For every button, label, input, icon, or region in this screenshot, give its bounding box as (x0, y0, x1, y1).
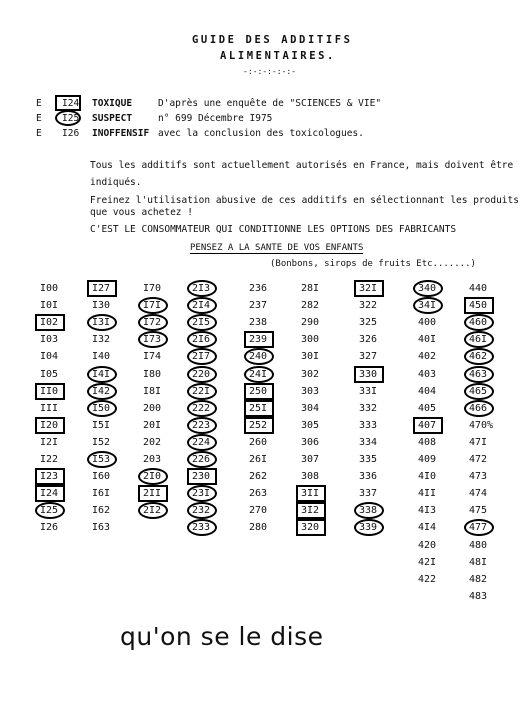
additive-code: 400 (418, 317, 437, 329)
toxic-box-marker (296, 502, 326, 519)
additive-code: 334 (359, 436, 378, 448)
suspect-oval-marker (354, 519, 384, 536)
additive-code: 2I2 (143, 505, 162, 517)
additive-code: I4I (92, 368, 111, 380)
additive-code: 336 (359, 471, 378, 483)
additive-code: 230 (192, 471, 211, 483)
legend-label: TOXIQUE (92, 98, 133, 109)
additive-code: 330 (359, 368, 378, 380)
additive-code: 450 (469, 300, 488, 312)
additive-code: 238 (249, 317, 268, 329)
additive-code: 22I (192, 385, 211, 397)
additive-code: I53 (92, 454, 111, 465)
additive-code: I70 (143, 283, 162, 294)
suspect-oval-marker (244, 348, 274, 365)
additive-code: 232 (192, 505, 211, 517)
toxic-box-marker (87, 280, 117, 297)
suspect-oval-marker (187, 383, 217, 400)
suspect-oval-marker (87, 314, 117, 331)
additive-code: 303 (301, 385, 320, 397)
legend-prefix: E (36, 98, 42, 109)
suspect-oval-marker (87, 366, 117, 383)
additive-code: 465 (469, 385, 488, 397)
additive-code: 337 (359, 488, 378, 500)
additive-code: 302 (301, 368, 320, 380)
suspect-oval-marker (87, 383, 117, 400)
additive-code: 2I4 (192, 300, 211, 312)
subheadline-children: PENSEZ A LA SANTE DE VOS ENFANTS (190, 243, 364, 253)
additive-code: 440 (469, 283, 488, 294)
additive-code: 222 (192, 402, 211, 414)
toxic-box-marker (35, 383, 65, 400)
suspect-oval-marker (187, 314, 217, 331)
suspect-oval-marker (35, 502, 65, 519)
additive-code: I6I (92, 488, 111, 500)
additive-code: 422 (418, 573, 437, 585)
legend-label: SUSPECT (92, 113, 133, 124)
toxic-box-marker (138, 485, 168, 502)
additive-code: I80 (143, 368, 162, 380)
additive-code: 475 (469, 505, 488, 517)
toxic-box-marker (187, 468, 217, 485)
additive-code: 2I5 (192, 317, 211, 329)
additive-code: 260 (249, 436, 268, 448)
additive-code: 48I (469, 556, 488, 568)
additive-code: I23 (40, 471, 59, 483)
additive-code: 472 (469, 454, 488, 465)
additive-code: 307 (301, 454, 320, 465)
additive-code: 252 (249, 419, 268, 431)
suspect-oval-marker (244, 366, 274, 383)
additive-code: I26 (40, 522, 59, 534)
suspect-oval-marker (187, 502, 217, 519)
suspect-oval-marker (187, 348, 217, 365)
additive-code: I02 (40, 317, 59, 329)
additive-code: I24 (40, 488, 59, 500)
additive-code: 332 (359, 402, 378, 414)
additive-code: I30 (92, 300, 111, 312)
additive-code: 402 (418, 351, 437, 363)
additive-code: III (40, 402, 59, 414)
toxic-box-marker (35, 417, 65, 434)
toxic-box-marker (244, 383, 274, 400)
additive-code: 220 (192, 368, 211, 380)
additive-code: 2I6 (192, 334, 211, 346)
additive-code: 405 (418, 402, 437, 414)
additive-code: 322 (359, 300, 378, 312)
additive-code: 325 (359, 317, 378, 329)
suspect-oval-marker (354, 502, 384, 519)
legend-note: D'après une enquête de "SCIENCES & VIE" (158, 98, 382, 109)
additive-code: I50 (92, 402, 111, 414)
toxic-box-marker (464, 297, 494, 314)
toxic-box-marker (244, 400, 274, 417)
additive-code: 2II (143, 488, 162, 500)
suspect-oval-marker (464, 383, 494, 400)
suspect-oval-marker (87, 451, 117, 468)
slogan: qu'on se le dise (120, 622, 324, 651)
additive-code: 223 (192, 419, 211, 431)
additive-code: 42I (418, 556, 437, 568)
paragraph-2-line2: que vous achetez ! (90, 207, 193, 218)
additive-code: 202 (143, 436, 162, 448)
additive-code: 4I4 (418, 522, 437, 534)
additive-code: 26I (249, 454, 268, 465)
additive-code: 320 (301, 522, 320, 534)
additive-code: 20I (143, 419, 162, 431)
toxic-box-marker (296, 485, 326, 502)
toxic-box-marker (413, 417, 443, 434)
additive-code: 25I (249, 402, 268, 414)
toxic-box-marker (35, 485, 65, 502)
additive-code: 282 (301, 300, 320, 312)
additive-code: 340 (418, 283, 437, 294)
additive-code: 46I (469, 334, 488, 346)
additive-code: 4I3 (418, 505, 437, 517)
additive-code: 263 (249, 488, 268, 500)
additive-code: I62 (92, 505, 111, 517)
additive-code: I04 (40, 351, 59, 363)
toxic-box-marker (244, 331, 274, 348)
additive-code: 4I0 (418, 471, 437, 483)
additive-code: 335 (359, 454, 378, 465)
legend-code: I25 (62, 113, 80, 124)
suspect-oval-marker (464, 366, 494, 383)
suspect-oval-marker (87, 400, 117, 417)
additive-code: I32 (92, 334, 111, 346)
additive-code: I03 (40, 334, 59, 346)
suspect-oval-marker (138, 502, 168, 519)
suspect-oval-marker (464, 331, 494, 348)
additive-code: 3I2 (301, 505, 320, 517)
additive-code: 473 (469, 471, 488, 483)
additive-code: 4II (418, 488, 437, 500)
additive-code: I8I (143, 385, 162, 397)
additive-code: 477 (469, 522, 488, 534)
additive-code: 3II (301, 488, 320, 500)
additive-code: 466 (469, 402, 488, 414)
suspect-oval-marker (187, 451, 217, 468)
suspect-oval-marker (187, 417, 217, 434)
additive-code: 327 (359, 351, 378, 363)
suspect-oval-marker (187, 297, 217, 314)
additive-code: 462 (469, 351, 488, 363)
doc-title-line1: GUIDE DES ADDITIFS (192, 34, 353, 46)
suspect-oval-marker (464, 348, 494, 365)
suspect-oval-marker (187, 485, 217, 502)
additive-code: 40I (418, 334, 437, 346)
additive-code: 250 (249, 385, 268, 397)
additive-code: 47I (469, 436, 488, 448)
additive-code: 300 (301, 334, 320, 346)
suspect-oval-marker (138, 297, 168, 314)
additive-code: 280 (249, 522, 268, 534)
suspect-oval-marker (187, 434, 217, 451)
additive-code: I25 (40, 505, 59, 517)
additive-code: I2I (40, 436, 59, 448)
doc-title-line2: ALIMENTAIRES. (220, 50, 336, 62)
additive-code: 339 (359, 522, 378, 534)
toxic-box-marker (354, 280, 384, 297)
additive-code: 24I (249, 368, 268, 380)
additive-code: 409 (418, 454, 437, 465)
additive-code: I74 (143, 351, 162, 363)
additive-code: 33I (359, 385, 378, 397)
suspect-oval-marker (413, 297, 443, 314)
additive-code: I27 (92, 283, 111, 294)
additive-code: I20 (40, 419, 59, 431)
additive-code: 333 (359, 419, 378, 431)
suspect-oval-marker (55, 110, 81, 126)
additive-code: 28I (301, 283, 320, 294)
additive-code: 262 (249, 471, 268, 483)
additive-code: 407 (418, 419, 437, 431)
additive-code: 483 (469, 590, 488, 602)
additive-code: 306 (301, 436, 320, 448)
legend-prefix: E (36, 128, 42, 139)
additive-code: 338 (359, 505, 378, 517)
additive-code: I7I (143, 300, 162, 312)
suspect-oval-marker (187, 280, 217, 297)
toxic-box-marker (35, 468, 65, 485)
additive-code: I72 (143, 317, 162, 329)
additive-code: 233 (192, 522, 211, 534)
suspect-oval-marker (138, 331, 168, 348)
additive-code: 30I (301, 351, 320, 363)
additive-code: 236 (249, 283, 268, 294)
additive-code: I73 (143, 334, 162, 346)
additive-code: 200 (143, 402, 162, 414)
legend-note: avec la conclusion des toxicologues. (158, 128, 364, 139)
legend-code: I24 (62, 98, 80, 109)
additive-code: 240 (249, 351, 268, 363)
additive-code: 2I7 (192, 351, 211, 363)
additive-code: I40 (92, 351, 111, 363)
additive-code: I05 (40, 368, 59, 380)
suspect-oval-marker (187, 400, 217, 417)
additive-code: 203 (143, 454, 162, 465)
additive-code: 463 (469, 368, 488, 380)
toxic-box-marker (35, 314, 65, 331)
additive-code: 403 (418, 368, 437, 380)
toxic-box-marker (55, 95, 81, 111)
additive-code: 2I3 (192, 283, 211, 294)
additive-code: I63 (92, 522, 111, 534)
headline: C'EST LE CONSOMMATEUR QUI CONDITIONNE LES OPTIONS DES FABRICANTS (90, 224, 457, 235)
additive-code: II0 (40, 385, 59, 397)
subheadline-examples: (Bonbons, sirops de fruits Etc.......) (270, 259, 476, 269)
additive-code: I22 (40, 454, 59, 465)
additive-code: 408 (418, 436, 437, 448)
additive-code: 482 (469, 573, 488, 585)
additive-code: I60 (92, 471, 111, 483)
paragraph-2-line1: Freinez l'utilisation abusive de ces additifs en sélectionnant les produits (90, 195, 519, 206)
suspect-oval-marker (138, 468, 168, 485)
additive-code: I3I (92, 317, 111, 329)
additive-code: 305 (301, 419, 320, 431)
suspect-oval-marker (464, 519, 494, 536)
suspect-oval-marker (413, 280, 443, 297)
additive-code: I42 (92, 385, 111, 397)
additive-code: 23I (192, 488, 211, 500)
suspect-oval-marker (187, 519, 217, 536)
additive-code: 460 (469, 317, 488, 329)
suspect-oval-marker (464, 400, 494, 417)
paragraph-1-line2: indiqués. (90, 177, 142, 188)
additive-code: 2I0 (143, 471, 162, 483)
toxic-box-marker (354, 366, 384, 383)
additive-code: 270 (249, 505, 268, 517)
additive-code: 480 (469, 539, 488, 551)
paragraph-1-line1: Tous les additifs sont actuellement autorisés en France, mais doivent être (90, 160, 514, 171)
additive-code: 226 (192, 454, 211, 465)
additive-code: 290 (301, 317, 320, 329)
title-ornament: -:-:-:-:-:- (243, 67, 296, 76)
additive-code: 237 (249, 300, 268, 312)
additive-code: 404 (418, 385, 437, 397)
additive-code: 474 (469, 488, 488, 500)
legend-prefix: E (36, 113, 42, 124)
legend-note: n° 699 Décembre I975 (158, 113, 273, 124)
toxic-box-marker (296, 519, 326, 536)
additive-code: 239 (249, 334, 268, 346)
suspect-oval-marker (187, 366, 217, 383)
legend-label: INOFFENSIF (92, 128, 150, 139)
additive-code: 308 (301, 471, 320, 483)
additive-code: 470% (469, 419, 494, 431)
toxic-box-marker (244, 417, 274, 434)
suspect-oval-marker (138, 314, 168, 331)
additive-code: I52 (92, 436, 111, 448)
additive-code: I5I (92, 419, 111, 431)
additive-code: 304 (301, 402, 320, 414)
additive-code: 34I (418, 300, 437, 312)
legend-code: I26 (62, 128, 80, 139)
suspect-oval-marker (187, 331, 217, 348)
additive-code: 326 (359, 334, 378, 346)
additive-code: 32I (359, 283, 378, 294)
additive-code: 420 (418, 539, 437, 551)
additive-code: I0I (40, 300, 59, 312)
additive-code: 224 (192, 436, 211, 448)
suspect-oval-marker (464, 314, 494, 331)
additive-code: I00 (40, 283, 59, 294)
